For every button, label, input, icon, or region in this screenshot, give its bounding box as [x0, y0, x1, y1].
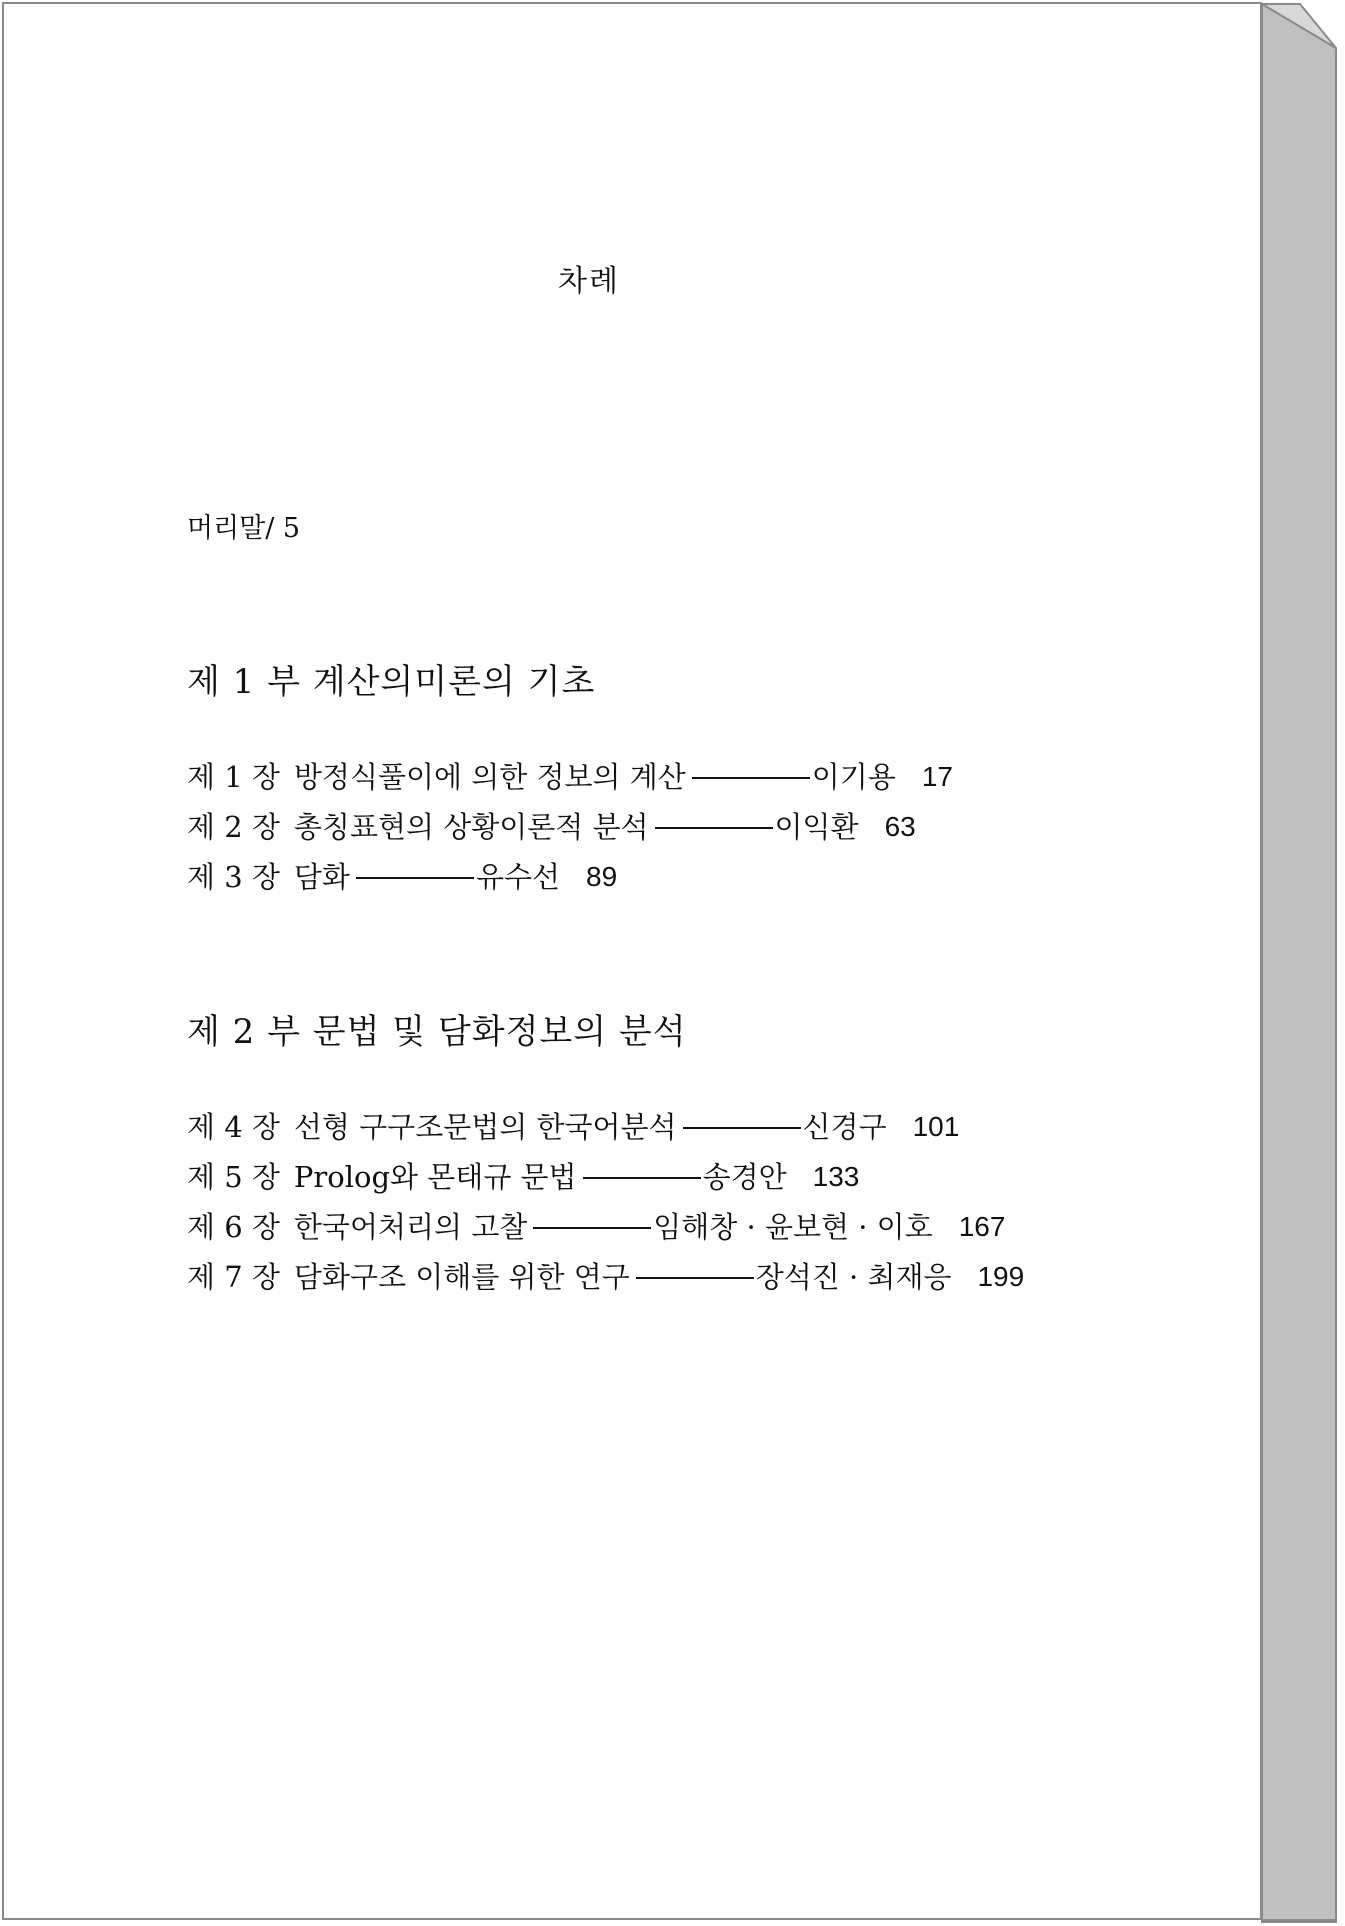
chapter-entry	[187, 1252, 1024, 1302]
leader-dash	[636, 1277, 754, 1279]
preface-entry: 머리말/ 5	[187, 513, 301, 544]
chapter-title: 한국어처리의 고찰	[293, 1210, 528, 1244]
chapter-page: 167	[958, 1211, 1006, 1242]
chapter-entry	[187, 852, 953, 902]
page-content	[4, 4, 1264, 1922]
chapter-page: 199	[977, 1261, 1025, 1292]
chapter-author: 이기용	[811, 760, 896, 794]
chapter-entry	[187, 802, 953, 852]
chapter-title: 방정식풀이에 의한 정보의 계산	[293, 760, 686, 794]
chapter-author: 신경구	[802, 1110, 887, 1144]
chapter-title: 담화구조 이해를 위한 연구	[293, 1260, 630, 1294]
chapter-number: 제 7 장	[187, 1260, 280, 1294]
chapter-entry	[187, 752, 953, 802]
chapter-number: 제 3 장	[187, 860, 280, 894]
book-spine-face	[1262, 4, 1336, 1922]
chapter-author: 장석진 · 최재응	[755, 1260, 952, 1294]
chapter-title: 총칭표현의 상황이론적 분석	[293, 810, 649, 844]
leader-dash	[583, 1177, 701, 1179]
chapter-author: 유수선	[475, 860, 560, 894]
leader-dash	[655, 827, 773, 829]
page	[2, 2, 1262, 1920]
toc-title: 차례	[558, 264, 620, 299]
chapter-author: 임해창 · 윤보현 · 이호	[653, 1210, 933, 1244]
chapter-title: Prolog와 몬태규 문법	[293, 1160, 577, 1194]
chapter-number: 제 6 장	[187, 1210, 280, 1244]
chapter-title: 담화	[293, 860, 350, 894]
chapter-entry	[187, 1202, 1024, 1252]
leader-dash	[533, 1227, 651, 1229]
part-2-chapter-list	[187, 1102, 1024, 1302]
chapter-title: 선형 구구조문법의 한국어분석	[293, 1110, 677, 1144]
chapter-number: 제 4 장	[187, 1110, 280, 1144]
leader-dash	[356, 877, 474, 879]
chapter-page: 89	[586, 861, 618, 892]
chapter-entry	[187, 1102, 1024, 1152]
chapter-entry	[187, 1152, 1024, 1202]
part-1-chapter-list	[187, 752, 953, 902]
chapter-page: 133	[812, 1161, 860, 1192]
chapter-number: 제 5 장	[187, 1160, 280, 1194]
chapter-page: 101	[912, 1111, 960, 1142]
leader-dash	[692, 777, 810, 779]
leader-dash	[683, 1127, 801, 1129]
part-1-heading: 제 1 부 계산의미론의 기초	[187, 662, 596, 702]
chapter-number: 제 1 장	[187, 760, 280, 794]
chapter-page: 63	[884, 811, 916, 842]
chapter-number: 제 2 장	[187, 810, 280, 844]
chapter-author: 송경안	[702, 1160, 787, 1194]
chapter-author: 이익환	[774, 810, 859, 844]
book-spine-top	[1262, 4, 1336, 48]
chapter-page: 17	[921, 761, 953, 792]
part-2-heading: 제 2 부 문법 및 담화정보의 분석	[187, 1012, 687, 1052]
